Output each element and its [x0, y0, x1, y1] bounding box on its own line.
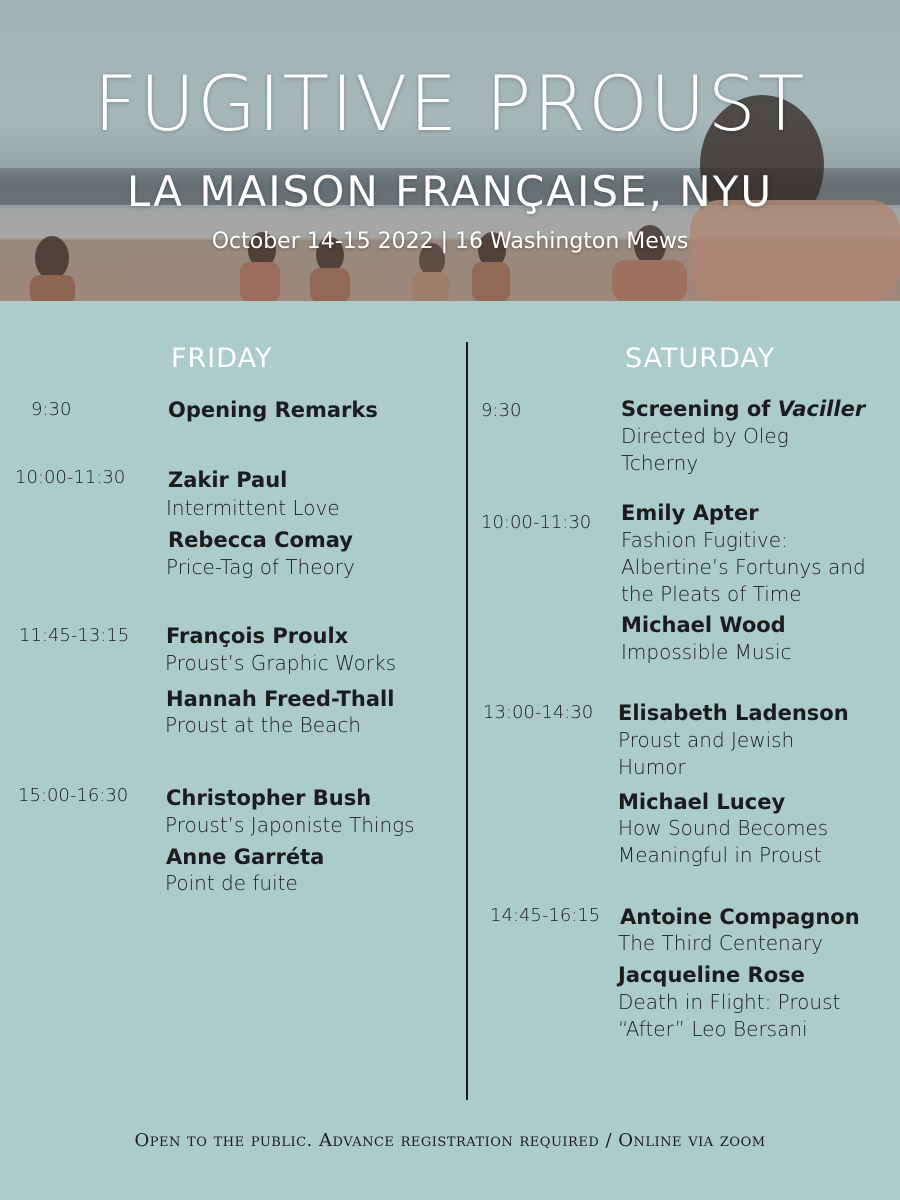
speaker-name: Rebecca Comay [168, 528, 354, 552]
session-time: 9:30 [31, 399, 72, 420]
talk-title-line: the Pleats of Time [621, 582, 802, 606]
session-time: 9:30 [481, 400, 522, 421]
screening-prefix: Screening of [621, 397, 778, 421]
speaker-name: Elisabeth Ladenson [618, 701, 849, 725]
event-venue: LA MAISON FRANÇAISE, NYU [126, 167, 774, 216]
talk-title-line: Meaningful in Proust [618, 843, 822, 867]
session-time: 11:45-13:15 [19, 625, 130, 646]
hero-banner [0, 0, 900, 301]
talk-title-line: Albertine’s Fortunys and [621, 555, 866, 579]
speaker-name: Christopher Bush [166, 786, 372, 810]
saturday-heading: SATURDAY [625, 343, 776, 374]
speaker-name: Michael Wood [621, 613, 786, 637]
speaker-name: Antoine Compagnon [620, 905, 860, 929]
talk-title: Proust at the Beach [165, 713, 361, 737]
speaker-name: Hannah Freed-Thall [166, 687, 395, 711]
registration-note: Open to the public. Advance registration required / Online via zoom [134, 1130, 766, 1151]
session-time: 15:00-16:30 [18, 785, 129, 806]
talk-title: Price-Tag of Theory [166, 555, 355, 579]
talk-title-line: Humor [618, 755, 686, 779]
session-time: 10:00-11:30 [481, 512, 592, 533]
talk-title-line: “After” Leo Bersani [618, 1017, 808, 1041]
talk-title-line: Impossible Music [621, 640, 792, 664]
talk-title-line: Directed by Oleg [621, 424, 789, 448]
film-title: Vaciller [777, 397, 866, 421]
talk-title-line: The Third Centenary [618, 931, 824, 955]
talk-title: Point de fuite [165, 871, 298, 895]
speaker-name: Anne Garréta [166, 845, 325, 869]
talk-title-line: Proust and Jewish [618, 728, 795, 752]
speaker-name: Opening Remarks [168, 398, 378, 422]
session-time: 10:00-11:30 [15, 467, 126, 488]
screening-title [621, 399, 865, 420]
talk-title-line: How Sound Becomes [618, 816, 829, 840]
talk-title-line: Tcherny [621, 451, 699, 475]
event-title: FUGITIVE PROUST [93, 59, 807, 148]
speaker-name: Michael Lucey [618, 790, 786, 814]
speaker-name: François Proulx [166, 624, 349, 648]
speaker-name: Jacqueline Rose [618, 963, 805, 987]
speaker-name: Zakir Paul [168, 468, 288, 492]
beach-photo [0, 0, 900, 301]
talk-title: Proust’s Graphic Works [165, 651, 397, 675]
event-dateline: October 14-15 2022 | 16 Washington Mews [211, 229, 689, 254]
talk-title: Intermittent Love [166, 496, 340, 520]
column-divider [466, 342, 468, 1100]
friday-heading: FRIDAY [171, 343, 273, 374]
talk-title-line: Fashion Fugitive: [621, 528, 788, 552]
talk-title-line: Death in Flight: Proust [618, 990, 841, 1014]
session-time: 13:00-14:30 [483, 702, 594, 723]
talk-title: Proust’s Japoniste Things [165, 813, 415, 837]
speaker-name: Emily Apter [621, 501, 759, 525]
session-time: 14:45-16:15 [490, 905, 601, 926]
